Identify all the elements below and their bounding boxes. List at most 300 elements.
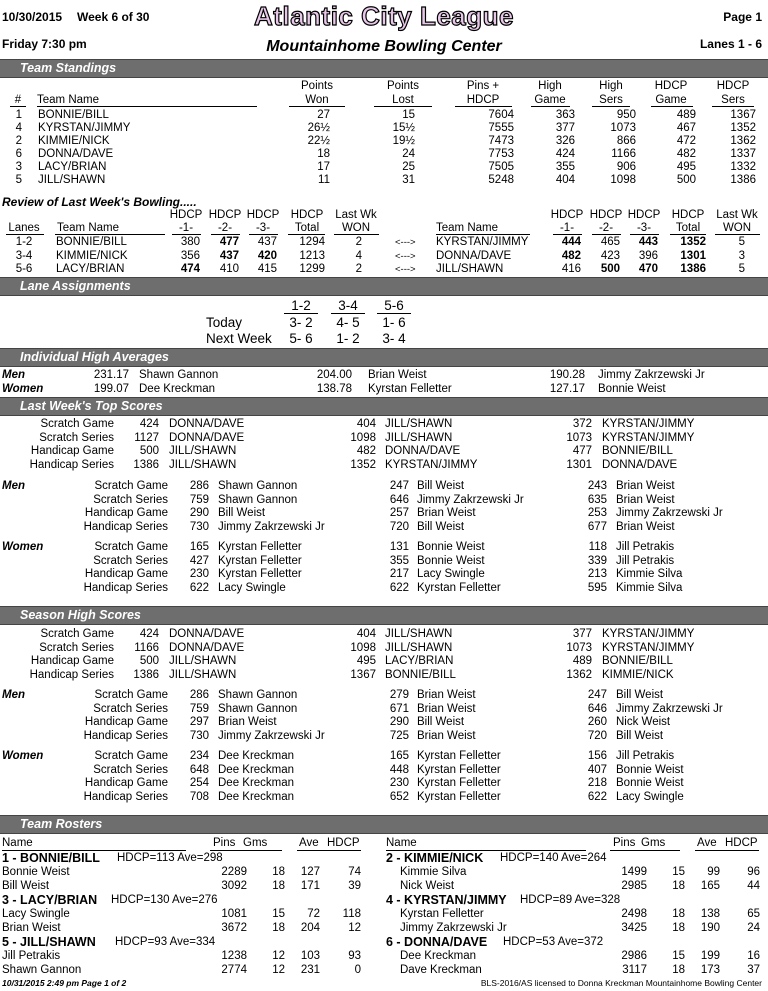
score-value: 377 — [572, 628, 592, 640]
standing-value: 7473 — [488, 135, 514, 147]
score-value: 424 — [139, 628, 159, 640]
score-value: 720 — [587, 730, 607, 743]
score-value: 1301 — [566, 459, 592, 472]
review-lanes: 1-2 — [15, 236, 33, 248]
score-value: 131 — [389, 541, 409, 553]
roster-team: 1 - BONNIE/BILL — [2, 851, 100, 865]
score-name: Jill Petrakis — [616, 554, 675, 567]
score-value: 290 — [389, 716, 409, 729]
score-name: Lacy Swingle — [218, 582, 286, 595]
col-header: HDCP — [327, 837, 360, 849]
score-name: JILL/SHAWN — [385, 431, 453, 444]
roster-player: Jimmy Zakrzewski Jr — [400, 921, 507, 934]
standing-value: 472 — [676, 135, 696, 147]
roster-player: Lacy Swingle — [2, 908, 70, 920]
average-value: 199.07 — [93, 383, 129, 395]
score-value: 286 — [189, 480, 209, 492]
category-label: Scratch Series — [93, 763, 168, 776]
score-value: 477 — [572, 445, 592, 458]
score-name: Shawn Gannon — [218, 689, 298, 701]
standing-value: 25 — [402, 161, 415, 173]
score-value: 622 — [189, 582, 209, 595]
standing-rank: 2 — [15, 135, 22, 147]
review-score: 1352 — [680, 236, 706, 248]
standing-value: 424 — [555, 148, 575, 160]
category-label: Scratch Series — [93, 493, 168, 506]
standing-value: 1367 — [730, 109, 756, 121]
rule-line — [630, 234, 659, 235]
score-name: Bill Weist — [417, 521, 465, 534]
review-score: 1386 — [680, 263, 706, 275]
standing-value: 467 — [676, 122, 696, 134]
roster-player: Shawn Gannon — [2, 963, 82, 976]
score-name: Kyrstan Felletter — [417, 750, 501, 762]
review-team: LACY/BRIAN — [56, 263, 125, 275]
category-label: Handicap Game — [84, 507, 168, 520]
score-name: JILL/SHAWN — [385, 418, 453, 430]
score-name: DONNA/DAVE — [169, 431, 245, 444]
category-label: Scratch Game — [94, 689, 168, 701]
roster-games: 18 — [672, 963, 685, 976]
rule-line — [592, 106, 630, 107]
review-score: 470 — [638, 263, 658, 275]
review-team: BONNIE/BILL — [56, 236, 127, 248]
review-score: 444 — [561, 236, 581, 248]
score-name: Shawn Gannon — [218, 493, 298, 506]
rule-line — [334, 234, 379, 235]
score-value: 489 — [572, 655, 592, 668]
review-arrow: <---> — [395, 237, 416, 248]
score-name: Bill Weist — [417, 716, 465, 729]
roster-hdcp: 12 — [348, 921, 361, 934]
col-header: HDCP — [716, 80, 750, 92]
standing-value: 1352 — [730, 122, 756, 134]
category-label: Handicap Game — [84, 716, 168, 729]
standing-value: 326 — [555, 135, 575, 147]
col-header: Game — [534, 94, 566, 106]
col-header: WON — [341, 222, 371, 234]
category-label: Handicap Game — [84, 568, 168, 581]
review-won: 5 — [738, 236, 745, 248]
standing-value: 482 — [676, 148, 696, 160]
standing-value: 404 — [555, 174, 575, 186]
rule-line — [288, 234, 325, 235]
col-header: Total — [294, 222, 320, 234]
review-title: Review of Last Week's Bowling..... — [2, 195, 197, 209]
category-label: Scratch Series — [93, 554, 168, 567]
score-name: Bill Weist — [616, 730, 664, 743]
col-header: HDCP — [466, 94, 500, 106]
score-name: DONNA/DAVE — [169, 418, 245, 430]
col-header: High — [599, 80, 623, 92]
rule-line — [289, 106, 345, 107]
rule-line — [670, 234, 706, 235]
standing-rank: 5 — [15, 174, 22, 186]
category-label: Handicap Series — [83, 521, 168, 534]
col-header: -2- — [217, 222, 233, 234]
category-label: Scratch Game — [94, 480, 168, 492]
score-value: 427 — [189, 554, 209, 567]
footer-left: 10/31/2015 2:49 pm Page 1 of 2 — [2, 978, 127, 988]
roster-average: 99 — [707, 866, 720, 878]
score-value: 156 — [587, 750, 607, 762]
standing-value: 7505 — [488, 161, 514, 173]
standing-value: 1073 — [610, 122, 636, 134]
roster-pins: 3092 — [221, 879, 247, 892]
review-score: 356 — [180, 249, 200, 262]
score-value: 1098 — [350, 641, 376, 654]
lane-pair: 5-6 — [384, 298, 404, 313]
standing-value: 1337 — [730, 148, 756, 160]
rule-line — [455, 106, 512, 107]
review-lanes: 5-6 — [15, 263, 33, 275]
col-header: Sers — [599, 94, 623, 106]
standing-rank: 3 — [15, 161, 22, 173]
roster-hdcp: 37 — [747, 963, 760, 976]
score-value: 635 — [587, 493, 607, 506]
roster-pins: 2289 — [221, 866, 247, 878]
average-value: 204.00 — [316, 369, 352, 381]
roster-player: Bill Weist — [2, 879, 50, 892]
col-header: Game — [655, 94, 687, 106]
col-header: Gms — [243, 837, 268, 849]
score-value: 254 — [189, 777, 209, 790]
review-score: 482 — [561, 249, 581, 262]
score-value: 677 — [587, 521, 607, 534]
standing-value: 15½ — [392, 122, 415, 134]
roster-player: Dee Kreckman — [400, 950, 477, 962]
bowler-name: Jimmy Zakrzewski Jr — [598, 369, 705, 381]
roster-team: 3 - LACY/BRIAN — [2, 893, 98, 907]
review-score: 410 — [219, 263, 239, 275]
score-name: KYRSTAN/JIMMY — [385, 459, 478, 472]
score-name: Nick Weist — [616, 716, 671, 729]
men-label: Men — [2, 689, 25, 701]
col-header: Pins — [213, 837, 236, 849]
score-value: 218 — [587, 777, 607, 790]
standing-team: KIMMIE/NICK — [38, 135, 110, 147]
score-value: 482 — [356, 445, 376, 458]
score-name: BONNIE/BILL — [602, 655, 673, 668]
score-name: LACY/BRIAN — [385, 655, 454, 668]
score-name: Jill Petrakis — [616, 541, 675, 553]
category-label: Handicap Series — [29, 669, 114, 682]
women-label: Women — [2, 383, 44, 395]
roster-team: 6 - DONNA/DAVE — [386, 935, 488, 949]
score-value: 1073 — [566, 641, 592, 654]
score-name: Shawn Gannon — [218, 480, 298, 492]
score-value: 118 — [588, 541, 607, 553]
score-name: Brian Weist — [417, 702, 476, 715]
roster-team-info: HDCP=113 Ave=298 — [117, 852, 223, 864]
score-value: 500 — [139, 655, 159, 668]
score-name: Jimmy Zakrzewski Jr — [417, 493, 524, 506]
category-label: Handicap Series — [83, 730, 168, 743]
roster-games: 15 — [272, 908, 285, 920]
score-name: JILL/SHAWN — [385, 628, 453, 640]
roster-pins: 1499 — [621, 866, 647, 878]
score-value: 448 — [389, 763, 409, 776]
category-label: Handicap Series — [29, 459, 114, 472]
score-value: 407 — [587, 763, 607, 776]
score-name: KYRSTAN/JIMMY — [602, 641, 695, 654]
col-header: Last Wk — [716, 209, 758, 221]
score-name: Jimmy Zakrzewski Jr — [616, 507, 723, 520]
rule-line — [249, 234, 278, 235]
score-name: Dee Kreckman — [218, 763, 295, 776]
review-arrow: <---> — [395, 250, 416, 262]
review-score: 396 — [638, 249, 658, 262]
score-value: 230 — [389, 777, 409, 790]
standing-team: JILL/SHAWN — [38, 174, 106, 186]
review-won: 3 — [738, 249, 745, 262]
score-value: 708 — [189, 791, 209, 804]
footer-right: BLS-2016/AS licensed to Donna Kreckman Mountainhome Bowling Center — [480, 978, 762, 988]
score-value: 213 — [587, 568, 607, 581]
score-value: 424 — [139, 418, 159, 430]
review-won: 2 — [355, 236, 362, 248]
roster-games: 18 — [272, 879, 285, 892]
rule-line — [374, 106, 432, 107]
standing-team: KYRSTAN/JIMMY — [38, 122, 131, 134]
score-value: 404 — [356, 628, 376, 640]
review-score: 465 — [600, 236, 620, 248]
standing-value: 17 — [317, 161, 330, 173]
col-header: Team Name — [436, 222, 498, 234]
score-name: Brian Weist — [417, 689, 476, 701]
score-value: 355 — [389, 554, 409, 567]
standing-value: 1362 — [730, 135, 756, 147]
roster-games: 18 — [672, 921, 685, 934]
roster-player: Brian Weist — [2, 921, 61, 934]
standing-rank: 1 — [15, 109, 22, 121]
review-team: JILL/SHAWN — [436, 263, 504, 275]
standing-value: 495 — [676, 161, 696, 173]
roster-average: 127 — [300, 866, 320, 878]
roster-hdcp: 93 — [348, 950, 361, 962]
average-value: 127.17 — [549, 383, 585, 395]
roster-average: 204 — [300, 921, 320, 934]
category-label: Handicap Game — [30, 655, 114, 668]
next-label: Next Week — [206, 331, 272, 346]
standing-value: 11 — [318, 174, 330, 186]
score-value: 622 — [389, 582, 409, 595]
standing-value: 489 — [676, 109, 696, 121]
score-value: 648 — [189, 763, 209, 776]
rule-line — [210, 850, 282, 851]
roster-player: Kimmie Silva — [400, 866, 467, 878]
score-value: 257 — [389, 507, 409, 520]
roster-team: 4 - KYRSTAN/JIMMY — [386, 893, 507, 907]
score-value: 500 — [139, 445, 159, 458]
rule-line — [37, 106, 257, 107]
col-header: Name — [2, 837, 33, 849]
category-label: Scratch Game — [40, 628, 114, 640]
rule-line — [531, 106, 570, 107]
col-header: HDCP — [589, 209, 623, 221]
today-label: Today — [206, 315, 243, 330]
men-label: Men — [2, 369, 25, 381]
score-name: Kyrstan Felletter — [218, 541, 302, 553]
roster-team-info: HDCP=89 Ave=328 — [520, 894, 621, 906]
score-value: 652 — [389, 791, 409, 804]
category-label: Handicap Game — [84, 777, 168, 790]
score-name: Brian Weist — [417, 730, 476, 743]
roster-player: Dave Kreckman — [400, 963, 482, 976]
score-name: Brian Weist — [616, 521, 675, 534]
score-value: 1386 — [133, 459, 159, 472]
category-label: Handicap Game — [30, 445, 114, 458]
season-high-header: Season High Scores — [0, 606, 768, 625]
women-label: Women — [2, 750, 44, 762]
col-header: -3- — [636, 222, 652, 234]
roster-games: 18 — [672, 879, 685, 892]
score-value: 495 — [356, 655, 376, 668]
rule-line — [6, 234, 44, 235]
score-name: Kyrstan Felletter — [218, 568, 302, 581]
score-value: 759 — [189, 493, 209, 506]
score-name: Lacy Swingle — [616, 791, 684, 804]
standing-value: 7555 — [488, 122, 514, 134]
review-won: 5 — [738, 263, 745, 275]
standing-value: 377 — [555, 122, 575, 134]
rule-line — [715, 234, 760, 235]
roster-hdcp: 16 — [747, 950, 760, 962]
roster-team-info: HDCP=53 Ave=372 — [503, 936, 604, 948]
roster-pins: 2498 — [621, 908, 647, 920]
score-value: 730 — [189, 730, 209, 743]
score-name: Jill Petrakis — [616, 750, 675, 762]
lane-pair: 3-4 — [338, 298, 358, 313]
col-header: HDCP — [627, 209, 661, 221]
col-header: Won — [305, 94, 329, 106]
roster-games: 18 — [272, 866, 285, 878]
category-label: Scratch Series — [39, 641, 114, 654]
score-value: 1127 — [134, 431, 159, 444]
roster-hdcp: 44 — [747, 879, 760, 892]
score-value: 759 — [189, 702, 209, 715]
roster-team-info: HDCP=93 Ave=334 — [115, 936, 216, 948]
score-name: Dee Kreckman — [218, 750, 295, 762]
review-score: 437 — [257, 236, 277, 248]
score-value: 234 — [189, 750, 209, 762]
standing-value: 27 — [317, 109, 330, 121]
col-header: HDCP — [550, 209, 584, 221]
rosters-header: Team Rosters — [0, 815, 768, 834]
score-name: Shawn Gannon — [218, 702, 298, 715]
category-label: Scratch Game — [94, 750, 168, 762]
standing-value: 950 — [616, 109, 636, 121]
score-name: DONNA/DAVE — [385, 445, 461, 458]
col-header: HDCP — [246, 209, 280, 221]
score-name: DONNA/DAVE — [602, 459, 678, 472]
score-name: JILL/SHAWN — [169, 655, 237, 668]
review-score: 437 — [219, 249, 239, 262]
roster-pins: 3117 — [622, 963, 647, 976]
roster-hdcp: 0 — [354, 963, 361, 976]
score-value: 622 — [587, 791, 607, 804]
roster-games: 18 — [672, 908, 685, 920]
col-header: HDCP — [208, 209, 242, 221]
roster-team: 5 - JILL/SHAWN — [2, 935, 96, 949]
score-name: Brian Weist — [218, 716, 277, 729]
rule-line — [553, 234, 582, 235]
score-name: JILL/SHAWN — [169, 669, 237, 682]
standing-value: 363 — [555, 109, 575, 121]
category-label: Handicap Series — [83, 791, 168, 804]
score-name: KYRSTAN/JIMMY — [602, 431, 695, 444]
col-header: -1- — [178, 222, 194, 234]
col-header: HDCP — [169, 209, 203, 221]
col-header: Sers — [721, 94, 745, 106]
standing-value: 1332 — [730, 161, 756, 173]
bowling-center: Mountainhome Bowling Center — [266, 38, 502, 55]
score-name: JILL/SHAWN — [169, 445, 237, 458]
col-header: High — [538, 80, 562, 92]
score-value: 217 — [389, 568, 409, 581]
score-value: 646 — [587, 702, 607, 715]
score-name: Brian Weist — [616, 493, 675, 506]
col-header: Lanes — [8, 222, 40, 234]
col-header: -3- — [255, 222, 271, 234]
col-header: Lost — [392, 94, 414, 106]
averages-header: Individual High Averages — [0, 348, 768, 367]
roster-hdcp: 96 — [747, 866, 760, 878]
category-label: Scratch Game — [94, 541, 168, 553]
score-name: Dee Kreckman — [218, 791, 295, 804]
score-value: 372 — [572, 418, 592, 430]
roster-pins: 2985 — [621, 879, 647, 892]
standing-value: 866 — [616, 135, 636, 147]
roster-games: 18 — [272, 921, 285, 934]
col-header: Last Wk — [335, 209, 377, 221]
roster-average: 72 — [307, 908, 320, 920]
standing-rank: 4 — [15, 122, 22, 134]
standing-team: LACY/BRIAN — [38, 161, 107, 173]
review-score: 474 — [180, 263, 200, 275]
score-name: JILL/SHAWN — [169, 459, 237, 472]
score-value: 1073 — [566, 431, 592, 444]
lane-next: 1- 2 — [336, 331, 360, 346]
score-value: 1386 — [133, 669, 159, 682]
roster-games: 15 — [672, 950, 685, 962]
rule-line — [695, 850, 759, 851]
rule-line — [55, 234, 165, 235]
score-value: 286 — [189, 689, 209, 701]
score-name: Kyrstan Felletter — [218, 554, 302, 567]
standing-value: 19½ — [392, 135, 415, 147]
standing-value: 24 — [402, 148, 415, 160]
score-name: Kyrstan Felletter — [417, 777, 501, 790]
col-header: HDCP — [725, 837, 758, 849]
score-name: BONNIE/BILL — [385, 669, 456, 682]
category-label: Handicap Series — [83, 582, 168, 595]
rule-line — [610, 850, 680, 851]
score-name: Kyrstan Felletter — [417, 763, 501, 776]
col-header: Pins + — [466, 80, 500, 92]
average-value: 138.78 — [316, 383, 352, 395]
col-header: Ave — [697, 837, 717, 849]
standings-header: Team Standings — [0, 59, 768, 78]
score-name: KYRSTAN/JIMMY — [602, 628, 695, 640]
league-title: Atlantic City League — [254, 1, 514, 31]
bowler-name: Kyrstan Felletter — [368, 383, 452, 395]
roster-average: 231 — [300, 963, 320, 976]
review-score: 423 — [600, 249, 620, 262]
roster-games: 12 — [272, 963, 285, 976]
review-lanes: 3-4 — [15, 249, 33, 262]
rule-line — [211, 234, 240, 235]
